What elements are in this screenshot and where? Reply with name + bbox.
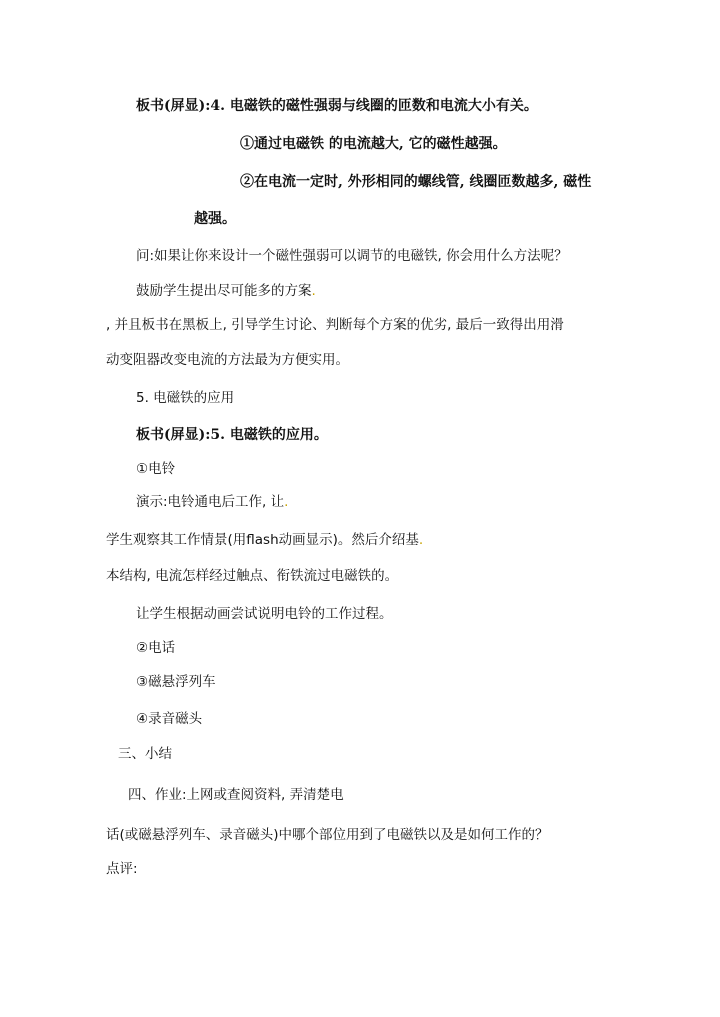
structure-paragraph: 本结构, 电流怎样经过触点、衔铁流过电磁铁的。 [106,568,399,584]
board-note-point-1: ①通过电磁铁 的电流越大, 它的磁性越强。 [240,136,507,152]
question-paragraph: 问:如果让你来设计一个磁性强弱可以调节的电磁铁, 你会用什么方法呢？ [136,248,568,264]
stray-mark: . [418,532,424,548]
encourage-text: 鼓励学生提出尽可能多的方案 [136,283,312,299]
encourage-paragraph [136,282,316,300]
item-telephone: ②电话 [136,640,176,656]
item-maglev-train: ③磁悬浮列车 [136,674,216,690]
item-recording-head: ④录音磁头 [136,711,203,727]
demo-text: 演示:电铃通电后工作, 让 [136,494,285,510]
observe-text: 学生观察其工作情景(用flash动画显示)。然后介绍基 [106,532,419,548]
board-note-point-2-cont: 越强。 [194,211,236,227]
discussion-paragraph: , 并且板书在黑板上, 引导学生讨论、判断每个方案的优劣, 最后一致得出用滑 [106,317,564,333]
observe-paragraph [106,531,423,549]
section-5-heading: 5. 电磁铁的应用 [136,390,235,406]
homework-paragraph-cont: 话(或磁悬浮列车、录音磁头)中哪个部位用到了电磁铁以及是如何工作的？ [106,827,549,843]
board-note-point-2: ②在电流一定时, 外形相同的螺线管, 线圈匝数越多, 磁性 [240,174,592,190]
item-electric-bell: ①电铃 [136,461,176,477]
board-note-heading-5: 板书(屏显):5. 电磁铁的应用。 [136,427,328,443]
board-note-heading-4: 板书(屏显):4. 电磁铁的磁性强弱与线圈的匝数和电流大小有关。 [136,98,538,114]
stray-mark: . [284,494,289,510]
stray-mark: . [311,283,316,299]
comment-label: 点评: [106,861,138,877]
summary-heading: 三、小结 [118,746,172,762]
demo-paragraph [136,493,288,511]
homework-paragraph: 四、作业:上网或查阅资料, 弄清楚电 [128,787,344,803]
explain-paragraph: 让学生根据动画尝试说明电铃的工作过程。 [136,606,393,622]
discussion-paragraph-cont: 动变阻器改变电流的方法最为方便实用。 [106,352,349,368]
